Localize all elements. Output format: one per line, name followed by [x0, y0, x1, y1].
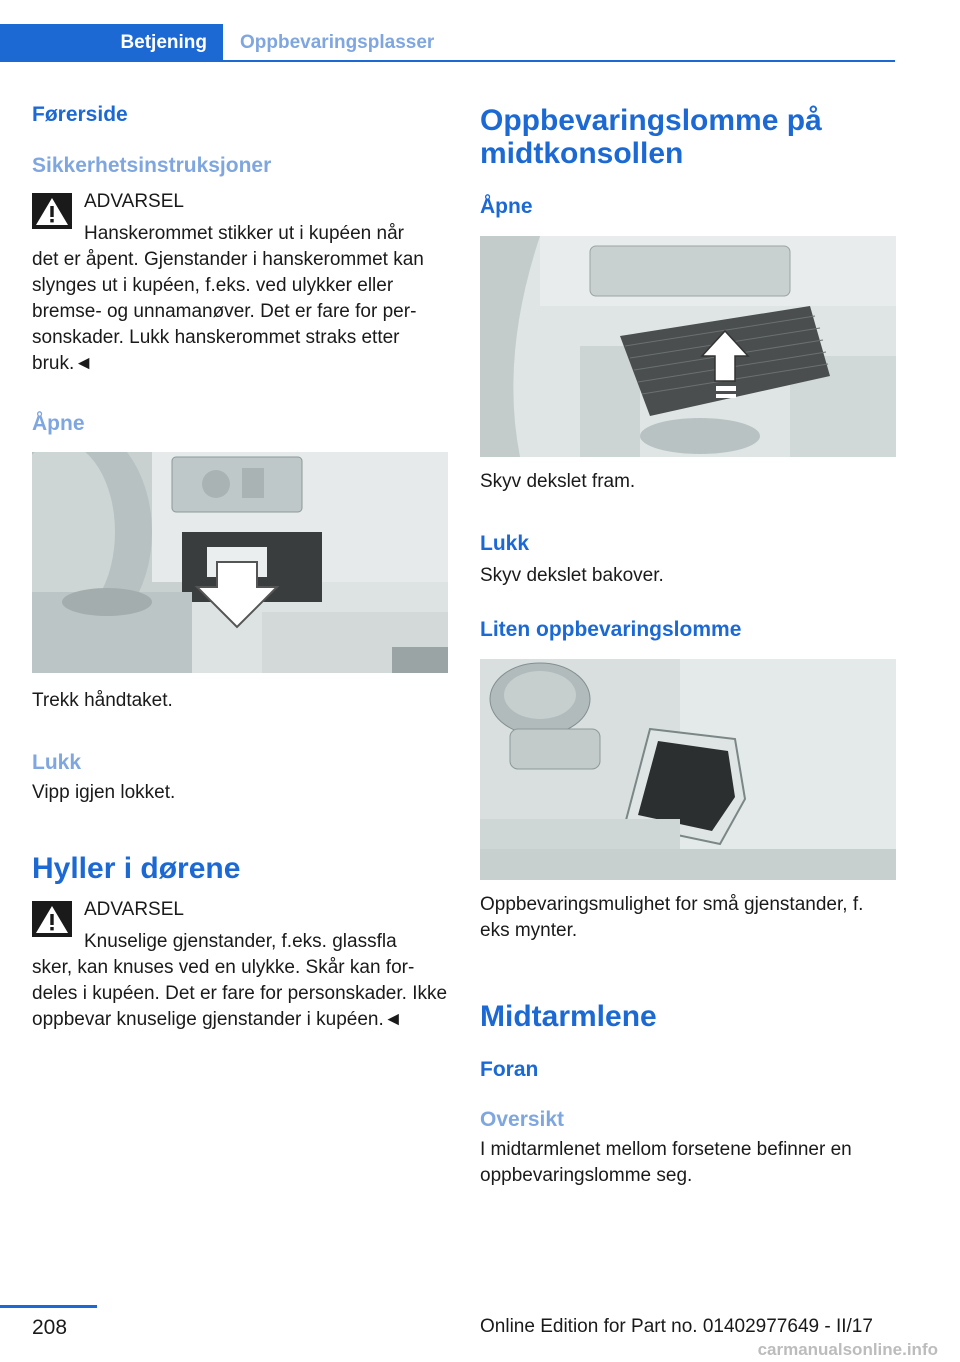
- heading-apne-console: Åpne: [480, 195, 533, 218]
- small-compartment-image: [480, 659, 896, 880]
- warning-door-shelves: [32, 897, 448, 1033]
- warning-text: det er åpent. Gjenstander i hanskerommet kan slynges ut i kupéen, f.eks. ved ulykker eller bremse- og unnamanøver. Det er fare for personskader. Lukk hanskerommet straks etter bruk.◄: [32, 249, 424, 374]
- glovebox-handle-image: [32, 452, 448, 673]
- heading-liten-oppbevaringslomme: Liten oppbevaringslomme: [480, 618, 742, 641]
- warning-text-first-line: Hanskerommet stikker ut i kupéen når: [84, 223, 404, 244]
- heading-oppbevaringslomme-midtkonsollen: Oppbevaringslomme på midtkonsollen: [480, 104, 822, 170]
- heading-apne-glovebox: Åpne: [32, 412, 85, 435]
- heading-hyller-i-dorene: Hyller i dørene: [32, 852, 241, 885]
- heading-lukk-console: Lukk: [480, 532, 530, 555]
- watermark: carmanualsonline.info: [757, 1340, 938, 1359]
- left-column: [32, 100, 448, 1033]
- heading-foran: Foran: [480, 1058, 539, 1081]
- tab-oppbevaringsplasser[interactable]: Oppbevaringsplasser: [240, 32, 435, 53]
- warning-text: sker, kan knuses ved en ulykke. Skår kan fordeles i kupéen. Det er fare for personskader. Ikke oppbevar knuselige gjenstander i kupéen.◄: [32, 957, 448, 1030]
- tab-betjening[interactable]: Betjening: [0, 24, 223, 62]
- warning-text-first-line: Knuselige gjenstander, f.eks. glassfla: [84, 931, 397, 952]
- footer-rule: [0, 1305, 97, 1308]
- text-skyv-bakover: Skyv dekslet bakover.: [480, 565, 664, 586]
- heading-lukk-glovebox: Lukk: [32, 751, 82, 774]
- page-number: 208: [32, 1316, 68, 1339]
- text-vipp-igjen: Vipp igjen lokket.: [32, 782, 176, 803]
- heading-sikkerhetsinstruksjoner: Sikkerhetsinstruksjoner: [32, 154, 272, 177]
- edition-note: Online Edition for Part no. 01402977649 - II/17: [480, 1316, 873, 1337]
- text-oversikt: I midtarmlenet mellom forsetene befinner en oppbevaringslomme seg.: [480, 1139, 852, 1186]
- heading-oversikt: Oversikt: [480, 1108, 565, 1131]
- warning-title: ADVARSEL: [84, 899, 184, 920]
- warning-title: ADVARSEL: [84, 191, 184, 212]
- console-cover-image: [480, 236, 896, 457]
- header-rule: [223, 60, 895, 62]
- caption-smaa-gjenstander: Oppbevaringsmulighet for små gjenstander, f. eks mynter.: [480, 894, 864, 941]
- caption-skyv-fram: Skyv dekslet fram.: [480, 471, 636, 492]
- caption-trekk-handtaket: Trekk håndtaket.: [32, 690, 173, 711]
- warning-triangle-icon: [32, 193, 72, 229]
- warning-glovebox: [32, 189, 448, 377]
- heading-forerside: Førerside: [32, 103, 128, 126]
- right-column: [480, 100, 896, 1189]
- header-tabbar: [0, 24, 895, 62]
- heading-midtarmlene: Midtarmlene: [480, 1000, 657, 1033]
- warning-triangle-icon: [32, 901, 72, 937]
